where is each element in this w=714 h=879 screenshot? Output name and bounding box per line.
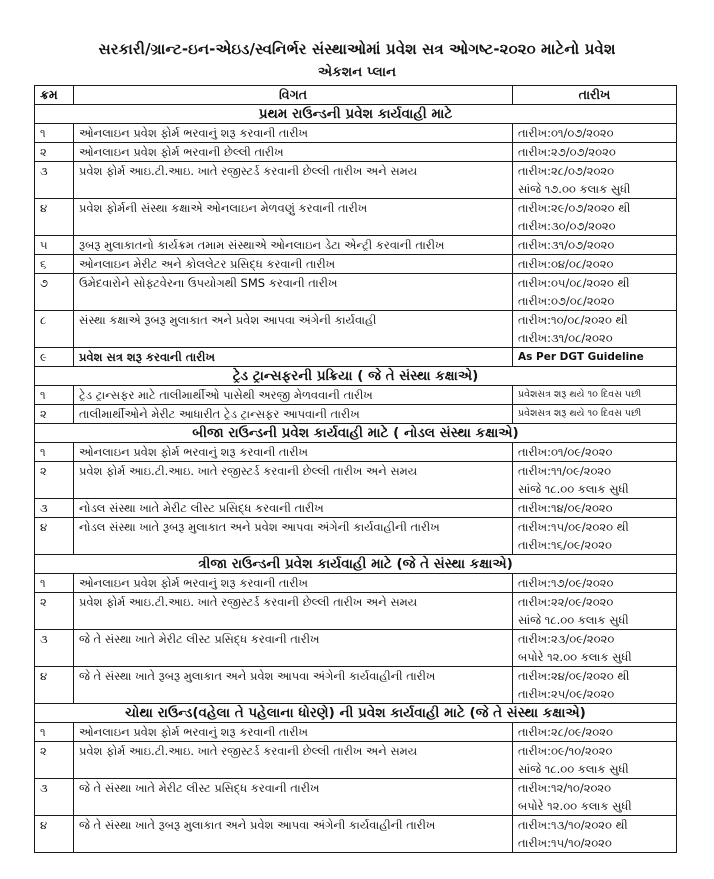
table-row xyxy=(35,742,677,779)
row-detail: જે તે સંસ્થા ખાતે મેરીટ લીસ્ટ પ્રસિદ્ધ કરવાની તારીખ xyxy=(74,779,513,816)
row-date-line-1: તારીખ:૧૩/૧૦/૨૦૨૦ થી xyxy=(518,818,628,832)
section-heading-row-trade-transfer xyxy=(35,367,677,386)
row-serial: ૨ xyxy=(35,405,74,424)
row-serial: ૯ xyxy=(35,348,74,367)
table-row xyxy=(35,443,677,462)
row-date-line-1: તારીખ:૨૨/૦૯/૨૦૨૦ xyxy=(518,595,614,609)
row-detail: પ્રવેશ ફોર્મ આઇ.ટી.આઇ. ખાતે રજીસ્ટર્ડ કરવાની છેલ્લી તારીખ અને સમય xyxy=(74,593,513,630)
row-date-line-1: તારીખ:૦૯/૧૦/૨૦૨૦ xyxy=(518,744,613,758)
row-serial: ૩ xyxy=(35,779,74,816)
section-heading: ત્રીજા રાઉન્ડની પ્રવેશ કાર્યવાહી માટે (જે તે સંસ્થા કક્ષાએ) xyxy=(35,555,677,574)
row-detail: જે તે સંસ્થા ખાતે રૂબરૂ મુલાકાત અને પ્રવેશ આપવા અંગેની કાર્યવાહીની તારીખ xyxy=(74,667,513,704)
table-row xyxy=(35,816,677,853)
table-row xyxy=(35,499,677,518)
table-row xyxy=(35,255,677,274)
row-date xyxy=(513,574,677,593)
row-date-line-2: સાંજે ૧૮.૦૦ કલાક સુધી xyxy=(518,762,629,776)
row-detail: ઓનલાઇન મેરીટ અને કોલલેટર પ્રસિદ્ધ કરવાની તારીખ xyxy=(74,255,513,274)
row-serial: ૬ xyxy=(35,255,74,274)
section-heading: બીજા રાઉન્ડની પ્રવેશ કાર્યવાહી માટે ( નોડલ સંસ્થા કક્ષાએ) xyxy=(35,424,677,443)
row-date xyxy=(513,236,677,255)
row-detail: જે તે સંસ્થા ખાતે મેરીટ લીસ્ટ પ્રસિદ્ધ કરવાની તારીખ xyxy=(74,630,513,667)
row-detail: રૂબરૂ મુલાકાતનો કાર્યક્રમ તમામ સંસ્થાએ ઓનલાઇન ડેટા એન્ટ્રી કરવાની તારીખ xyxy=(74,236,513,255)
row-detail: ઓનલાઇન પ્રવેશ ફોર્મ ભરવાનું શરૂ કરવાની તારીખ xyxy=(74,124,513,143)
table-row xyxy=(35,593,677,630)
row-date-line-1: તારીખ:૦૫/૦૮/૨૦૨૦ થી xyxy=(518,276,630,290)
row-date xyxy=(513,124,677,143)
row-date-line-1: તારીખ:૩૧/૦૭/૨૦૨૦ xyxy=(518,238,615,252)
row-date-line-1: તારીખ:૧૦/૦૮/૨૦૨૦ થી xyxy=(518,313,628,327)
row-date-line-1: તારીખ:૧૪/૦૯/૨૦૨૦ xyxy=(518,501,613,515)
action-plan-table xyxy=(34,85,677,853)
row-date-line-1: તારીખ:૦૧/૦૭/૨૦૨૦ xyxy=(518,126,614,140)
row-date xyxy=(513,199,677,236)
table-row xyxy=(35,630,677,667)
row-detail: પ્રવેશ ફોર્મ આઇ.ટી.આઇ. ખાતે રજીસ્ટર્ડ કરવાની છેલ્લી તારીખ અને સમય xyxy=(74,742,513,779)
row-date xyxy=(513,816,677,853)
table-row xyxy=(35,667,677,704)
row-date-line-2: તારીખ:૧૫/૧૦/૨૦૨૦ xyxy=(518,836,612,850)
section-heading: ટ્રેડ ટ્રાન્સફરની પ્રક્રિયા ( જે તે સંસ્થા કક્ષાએ) xyxy=(35,367,677,386)
row-serial: ૪ xyxy=(35,667,74,704)
table-row xyxy=(35,723,677,742)
row-date-line-2: બપોરે ૧૨.૦૦ કલાક સુધી xyxy=(518,650,632,664)
row-date-line-1: તારીખ:૧૨/૧૦/૨૦૨૦ xyxy=(518,781,612,795)
row-date-line-2: તારીખ:૦૭/૦૮/૨૦૨૦ xyxy=(518,294,615,308)
row-date-line-1: તારીખ:૧૭/૦૯/૨૦૨૦ xyxy=(518,576,614,590)
row-date-line-2: સાંજે ૧૭.૦૦ કલાક સુધી xyxy=(518,182,631,196)
row-date-line-2: તારીખ:૧૬/૦૯/૨૦૨૦ xyxy=(518,538,612,552)
row-detail: સંસ્થા કક્ષાએ રૂબરૂ મુલાકાત અને પ્રવેશ આપવા અંગેની કાર્યવાહી xyxy=(74,311,513,348)
row-detail: ઓનલાઇન પ્રવેશ ફોર્મ ભરવાનું શરૂ કરવાની તારીખ xyxy=(74,723,513,742)
row-date xyxy=(513,499,677,518)
section-heading-row-round-4 xyxy=(35,704,677,723)
row-date xyxy=(513,162,677,199)
row-date-line-1: તારીખ:૨૭/૦૭/૨૦૨૦ xyxy=(518,145,616,159)
row-serial: ૪ xyxy=(35,816,74,853)
table-row xyxy=(35,386,677,405)
row-detail: નોડલ સંસ્થા ખાતે મેરીટ લીસ્ટ પ્રસિદ્ધ કરવાની તારીખ xyxy=(74,499,513,518)
row-detail: તાલીમાર્થીઓને મેરીટ આધારીત ટ્રેડ ટ્રાન્સફર આપવાની તારીખ xyxy=(74,405,513,424)
table-row xyxy=(35,236,677,255)
table-row xyxy=(35,574,677,593)
row-serial: ૧ xyxy=(35,443,74,462)
row-date-line-1: તારીખ:૧૧/૦૯/૨૦૨૦ xyxy=(518,464,612,478)
row-date xyxy=(513,462,677,499)
row-serial: ૩ xyxy=(35,162,74,199)
row-date xyxy=(513,405,677,424)
row-serial: ૭ xyxy=(35,274,74,311)
row-detail: પ્રવેશ ફોર્મ આઇ.ટી.આઇ. ખાતે રજીસ્ટર્ડ કરવાની છેલ્લી તારીખ અને સમય xyxy=(74,162,513,199)
row-date-line-2: તારીખ:૨૫/૦૯/૨૦૨૦ xyxy=(518,687,615,701)
row-date xyxy=(513,348,677,367)
section-heading: પ્રથમ રાઉન્ડની પ્રવેશ કાર્યવાહી માટે xyxy=(35,105,677,124)
table-row xyxy=(35,348,677,367)
table-row xyxy=(35,779,677,816)
table-row xyxy=(35,199,677,236)
row-date-line-1: પ્રવેશસત્ર શરૂ થયે ૧૦ દિવસ પછી xyxy=(518,389,642,400)
table-row xyxy=(35,518,677,555)
header-date: તારીખ xyxy=(513,86,677,105)
row-serial: ૫ xyxy=(35,236,74,255)
row-detail: ઉમેદવારોને સોફ્ટવેરના ઉપયોગથી SMS કરવાની તારીખ xyxy=(74,274,513,311)
row-date-line-1: તારીખ:૨૯/૦૭/૨૦૨૦ થી xyxy=(518,201,631,215)
row-date-line-2: બપોરે ૧૨.૦૦ કલાક સુધી xyxy=(518,799,632,813)
row-detail: પ્રવેશ ફોર્મની સંસ્થા કક્ષાએ ઓનલાઇન મેળવણું કરવાની તારીખ xyxy=(74,199,513,236)
section-heading: ચોથા રાઉન્ડ(વહેલા તે પહેલાના ધોરણે) ની પ્રવેશ કાર્યવાહી માટે (જે તે સંસ્થા કક્ષાએ) xyxy=(35,704,677,723)
row-date-line-2: સાંજે ૧૮.૦૦ કલાક સુધી xyxy=(518,482,629,496)
row-serial: ૪ xyxy=(35,518,74,555)
section-heading-row-round-3 xyxy=(35,555,677,574)
row-date xyxy=(513,274,677,311)
row-date xyxy=(513,311,677,348)
table-header-row xyxy=(35,86,677,105)
row-detail: પ્રવેશ ફોર્મ આઇ.ટી.આઇ. ખાતે રજીસ્ટર્ડ કરવાની છેલ્લી તારીખ અને સમય xyxy=(74,462,513,499)
row-serial: ૨ xyxy=(35,593,74,630)
row-date-line-2: તારીખ:૩૧/૦૮/૨૦૨૦ xyxy=(518,331,613,345)
row-date-line-1: તારીખ:૧૫/૦૯/૨૦૨૦ થી xyxy=(518,520,629,534)
row-date-line-1: તારીખ:૨૪/૦૯/૨૦૨૦ થી xyxy=(518,669,630,683)
row-date xyxy=(513,443,677,462)
row-date xyxy=(513,723,677,742)
row-serial: ૩ xyxy=(35,499,74,518)
row-date xyxy=(513,742,677,779)
row-date-line-1: તારીખ:૨૩/૦૯/૨૦૨૦ xyxy=(518,632,615,646)
section-heading-row-round-2 xyxy=(35,424,677,443)
row-serial: ૨ xyxy=(35,143,74,162)
row-date xyxy=(513,143,677,162)
row-date xyxy=(513,593,677,630)
table-row xyxy=(35,124,677,143)
row-date-line-2: સાંજે ૧૮.૦૦ કલાક સુધી xyxy=(518,613,629,627)
row-serial: ૧ xyxy=(35,574,74,593)
document-title: સરકારી/ગ્રાન્ટ-ઇન-એઇડ/સ્વનિર્ભર સંસ્થાઓમાં પ્રવેશ સત્ર ઓગષ્ટ-૨૦૨૦ માટેનો પ્રવેશ xyxy=(98,40,616,58)
row-date-line-2: તારીખ:૩૦/૦૭/૨૦૨૦ xyxy=(518,219,616,233)
header-detail: વિગત xyxy=(74,86,513,105)
table-row xyxy=(35,162,677,199)
row-detail: ઓનલાઇન પ્રવેશ ફોર્મ ભરવાનું શરૂ કરવાની તારીખ xyxy=(74,443,513,462)
row-serial: ૧ xyxy=(35,723,74,742)
row-serial: ૧ xyxy=(35,386,74,405)
row-date xyxy=(513,255,677,274)
row-date-line-1: પ્રવેશસત્ર શરૂ થયે ૧૦ દિવસ પછી xyxy=(518,408,642,419)
row-date-line-1: તારીખ:૨૮/૦૯/૨૦૨૦ xyxy=(518,725,613,739)
row-date-line-1: તારીખ:૦૧/૦૯/૨૦૨૦ xyxy=(518,445,613,459)
table-row xyxy=(35,405,677,424)
row-date-line-1: As Per DGT Guideline xyxy=(518,351,644,363)
row-date-line-1: તારીખ:૦૪/૦૮/૨૦૨૦ xyxy=(518,257,614,271)
row-date xyxy=(513,630,677,667)
row-date xyxy=(513,518,677,555)
row-serial: ૪ xyxy=(35,199,74,236)
row-detail: જે તે સંસ્થા ખાતે રૂબરૂ મુલાકાત અને પ્રવેશ આપવા અંગેની કાર્યવાહીની તારીખ xyxy=(74,816,513,853)
document-subtitle: એકશન પ્લાન xyxy=(317,64,397,80)
row-date xyxy=(513,386,677,405)
header-serial: ક્રમ xyxy=(35,86,74,105)
table-row xyxy=(35,274,677,311)
row-detail: ઓનલાઇન પ્રવેશ ફોર્મ ભરવાનું શરૂ કરવાની તારીખ xyxy=(74,574,513,593)
row-date xyxy=(513,667,677,704)
table-row xyxy=(35,311,677,348)
section-heading-row-round-1 xyxy=(35,105,677,124)
row-serial: ૧ xyxy=(35,124,74,143)
table-row xyxy=(35,462,677,499)
row-serial: ૨ xyxy=(35,462,74,499)
row-detail: ઓનલાઇન પ્રવેશ ફોર્મ ભરવાની છેલ્લી તારીખ xyxy=(74,143,513,162)
row-detail: પ્રવેશ સત્ર શરૂ કરવાની તારીખ xyxy=(74,348,513,367)
row-detail: ટ્રેડ ટ્રાન્સફર માટે તાલીમાર્થીઓ પાસેથી અરજી મેળવવાની તારીખ xyxy=(74,386,513,405)
row-serial: ૨ xyxy=(35,742,74,779)
row-detail: નોડલ સંસ્થા ખાતે રૂબરૂ મુલાકાત અને પ્રવેશ આપવા અંગેની કાર્યવાહીની તારીખ xyxy=(74,518,513,555)
row-serial: ૮ xyxy=(35,311,74,348)
table-row xyxy=(35,143,677,162)
row-date-line-1: તારીખ:૨૮/૦૭/૨૦૨૦ xyxy=(518,164,615,178)
row-date xyxy=(513,779,677,816)
row-serial: ૩ xyxy=(35,630,74,667)
